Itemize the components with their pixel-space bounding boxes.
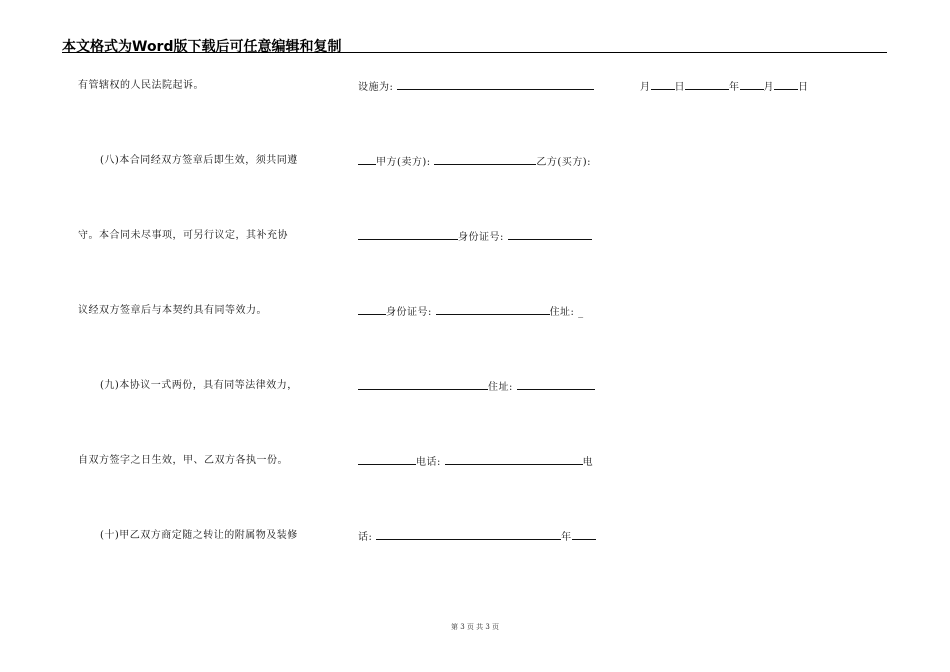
col1-line-7: (十)甲乙双方商定随之转让的附属物及装修: [100, 530, 298, 541]
col2-line-6: [358, 455, 593, 469]
trailing-underscore: _: [578, 307, 584, 318]
col2-line-4: [358, 305, 584, 319]
col1-line-2: (八)本合同经双方签章后即生效，须共同遵: [100, 155, 298, 166]
month-blank: [651, 80, 675, 90]
col2-line-3: [358, 230, 592, 244]
blank-leading: [358, 455, 416, 465]
id-number-label: 身份证号:: [386, 307, 432, 318]
party-b-label: 乙方(买方):: [536, 157, 592, 168]
blank-leading: [358, 230, 458, 240]
party-a-blank: [434, 155, 536, 165]
col3-date-line: [640, 80, 809, 94]
party-a-label: 甲方(卖方):: [376, 157, 431, 168]
year-label: 年: [561, 532, 572, 543]
day-blank: [774, 80, 798, 90]
id-number-blank: [508, 230, 592, 240]
col1-line-6: 自双方签字之日生效，甲、乙双方各执一份。: [78, 455, 288, 466]
header-divider: [62, 52, 887, 53]
col1-line-5: (九)本协议一式两份，具有同等法律效力，: [100, 380, 298, 391]
phone-label-split: 电: [582, 457, 594, 468]
facilities-blank: [397, 80, 594, 90]
phone-label-cont: 话:: [358, 532, 373, 543]
month-label: 月: [763, 82, 774, 93]
day-label: 日: [798, 82, 809, 93]
blank-leading: [358, 305, 386, 315]
year-blank: [685, 80, 729, 90]
col2-line-1: [358, 80, 594, 94]
address-label: 住址:: [549, 307, 575, 318]
col2-line-5: [358, 380, 595, 394]
phone-blank: [445, 455, 583, 465]
blank-leading: [358, 155, 376, 165]
col2-line-2: [358, 155, 591, 169]
id-number-blank: [436, 305, 550, 315]
address-blank: [517, 380, 595, 390]
phone-blank: [376, 530, 561, 540]
phone-label: 电话:: [416, 457, 441, 468]
month-label: 月: [640, 82, 651, 93]
page-number-footer: 第 3 页 共 3 页: [450, 623, 500, 631]
col1-line-3: 守。本合同未尽事项，可另行议定，其补充协: [78, 230, 288, 241]
month-blank: [740, 80, 764, 90]
year-blank: [572, 530, 596, 540]
blank-leading: [358, 380, 488, 390]
day-label: 日: [674, 82, 685, 93]
document-header-title: 本文格式为Word版下载后可任意编辑和复制: [62, 39, 342, 55]
col1-line-4: 议经双方签章后与本契约具有同等效力。: [78, 305, 267, 316]
col1-line-1: 有管辖权的人民法院起诉。: [78, 80, 204, 91]
year-label: 年: [729, 82, 740, 93]
address-label: 住址:: [488, 382, 513, 393]
id-number-label: 身份证号:: [458, 232, 504, 243]
facilities-label: 设施为:: [358, 82, 394, 93]
col2-line-7: [358, 530, 596, 544]
